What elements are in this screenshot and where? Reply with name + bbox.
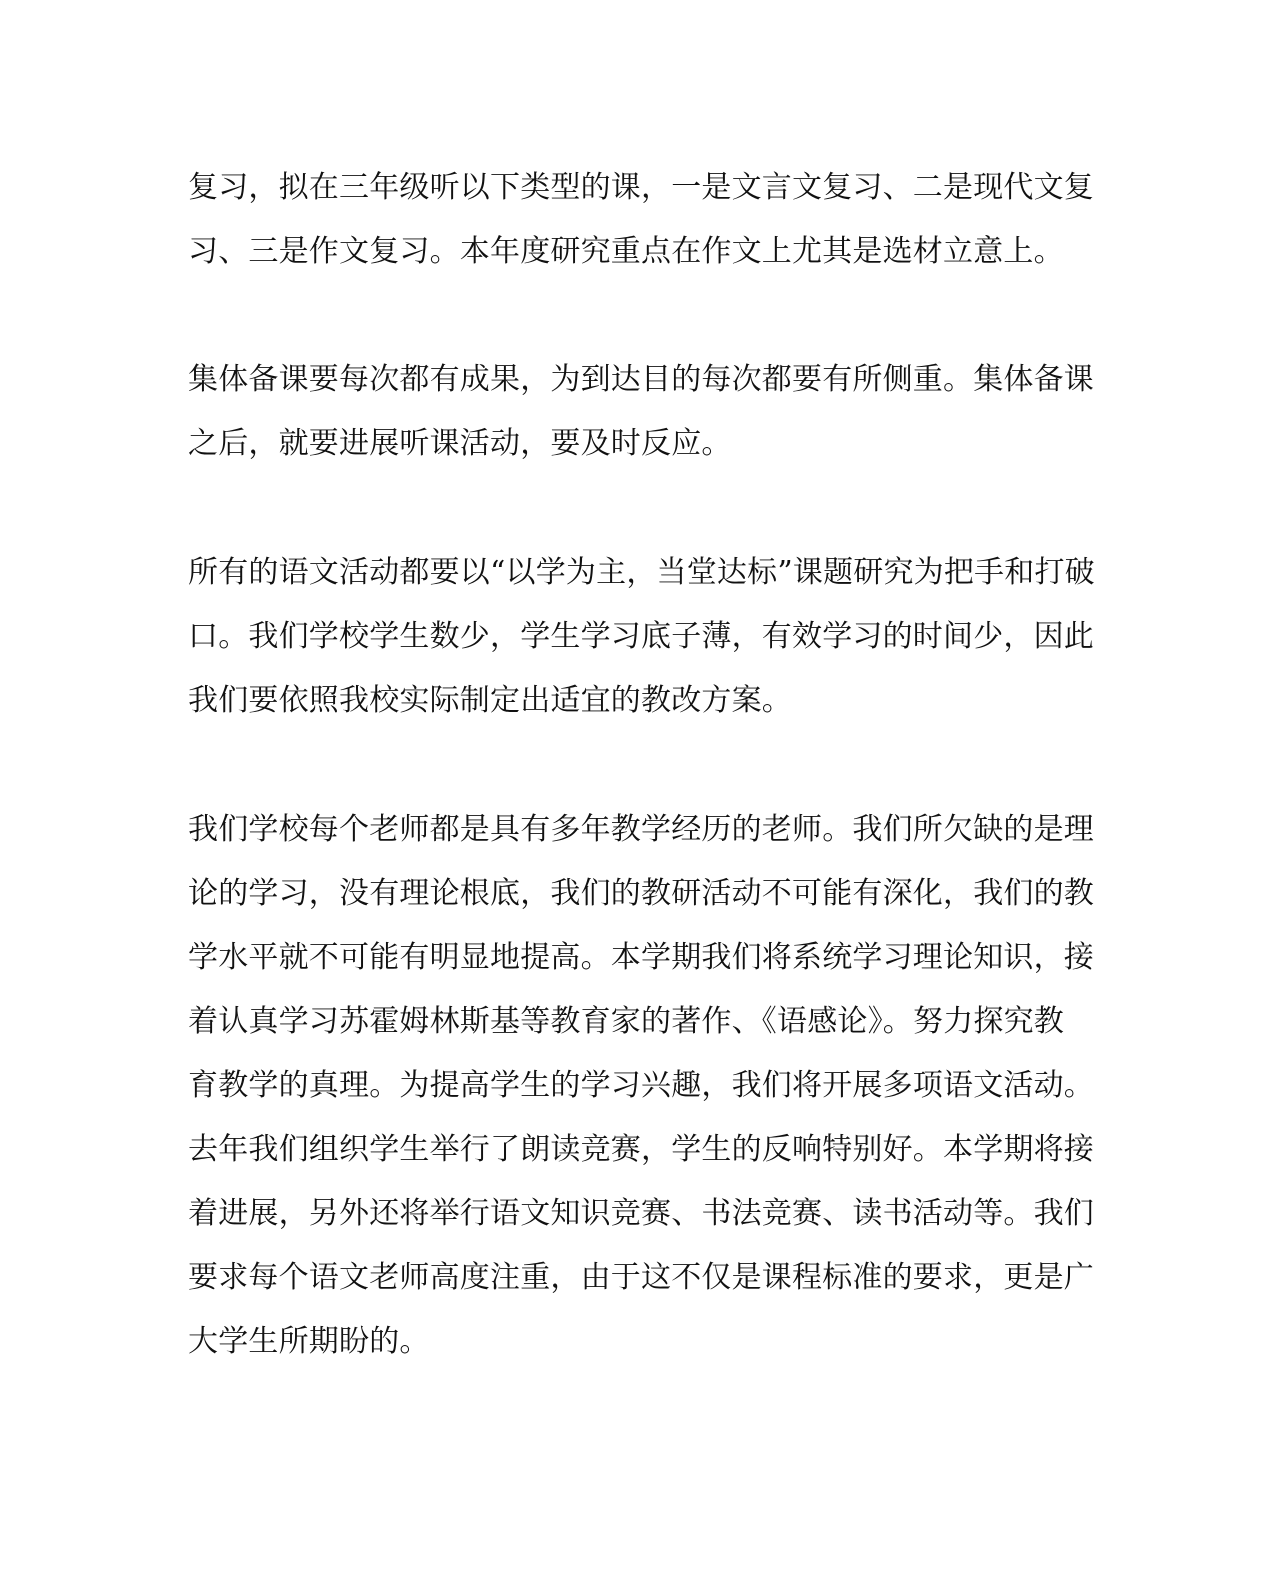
paragraph-4-line-3: 学水平就不可能有明显地提高。本学期我们将系统学习理论知识，接 bbox=[188, 940, 1094, 975]
paragraph-4-line-6: 去年我们组织学生举行了朗读竞赛，学生的反响特别好。本学期将接 bbox=[188, 1132, 1094, 1167]
paragraph-1-line-2: 习、三是作文复习。本年度研究重点在作文上尤其是选材立意上。 bbox=[188, 234, 1064, 269]
paragraph-2-line-1: 集体备课要每次都有成果，为到达目的每次都要有所侧重。集体备课 bbox=[188, 362, 1094, 397]
paragraph-4-line-7: 着进展，另外还将举行语文知识竞赛、书法竞赛、读书活动等。我们 bbox=[188, 1196, 1094, 1231]
paragraph-4-line-5: 育教学的真理。为提高学生的学习兴趣，我们将开展多项语文活动。 bbox=[188, 1068, 1094, 1103]
paragraph-4-line-9: 大学生所期盼的。 bbox=[188, 1324, 430, 1359]
paragraph-3-line-1: 所有的语文活动都要以“以学为主，当堂达标”课题研究为把手和打破 bbox=[188, 555, 1095, 590]
paragraph-4-line-8: 要求每个语文老师高度注重，由于这不仅是课程标准的要求，更是广 bbox=[188, 1260, 1094, 1295]
paragraph-4-line-1: 我们学校每个老师都是具有多年教学经历的老师。我们所欠缺的是理 bbox=[188, 812, 1094, 847]
paragraph-3-line-3: 我们要依照我校实际制定出适宜的教改方案。 bbox=[188, 683, 792, 718]
paragraph-2-line-2: 之后，就要进展听课活动，要及时反应。 bbox=[188, 426, 732, 461]
paragraph-1-line-1: 复习，拟在三年级听以下类型的课，一是文言文复习、二是现代文复 bbox=[188, 170, 1094, 205]
paragraph-3-line-2: 口。我们学校学生数少，学生学习底子薄，有效学习的时间少，因此 bbox=[188, 619, 1094, 654]
paragraph-4-line-4: 着认真学习苏霍姆林斯基等教育家的著作、《语感论》。努力探究教 bbox=[188, 1004, 1064, 1039]
paragraph-4-line-2: 论的学习，没有理论根底，我们的教研活动不可能有深化，我们的教 bbox=[188, 876, 1094, 911]
